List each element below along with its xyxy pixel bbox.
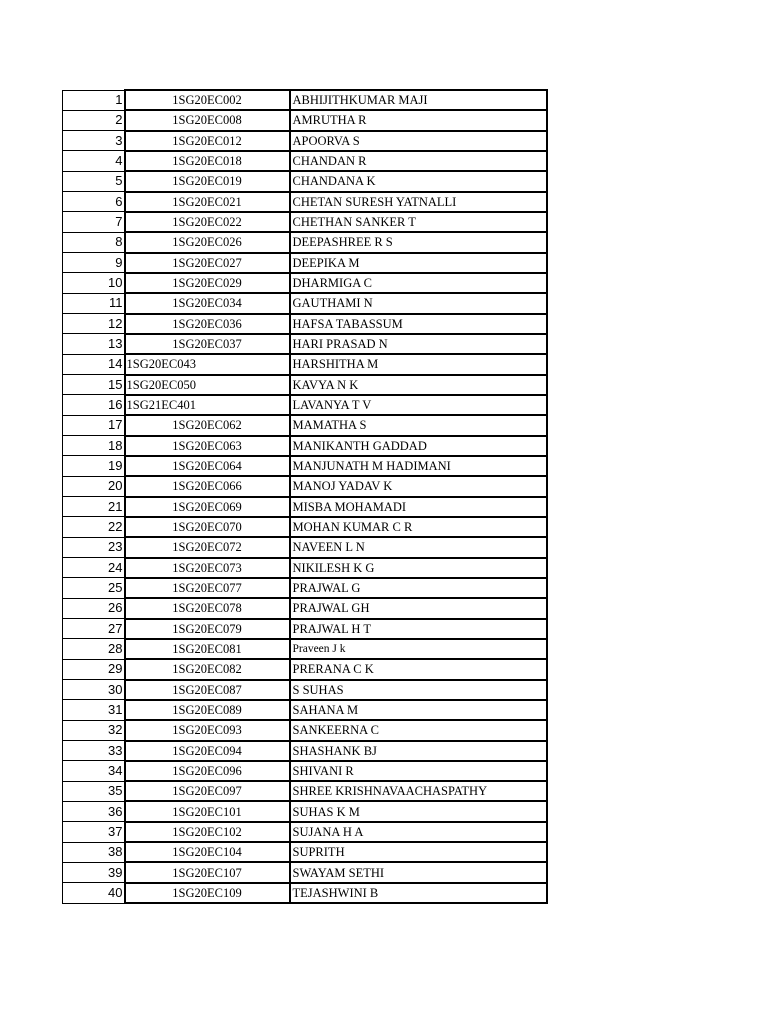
student-name-cell: CHANDANA K <box>290 171 547 191</box>
serial-number-cell: 4 <box>63 151 125 171</box>
student-name-cell: MANIKANTH GADDAD <box>290 436 547 456</box>
table-row <box>63 131 547 151</box>
table-row <box>63 761 547 781</box>
student-name-cell: SWAYAM SETHI <box>290 862 547 882</box>
table-row <box>63 354 547 374</box>
student-name-cell: MOHAN KUMAR C R <box>290 517 547 537</box>
table-row <box>63 741 547 761</box>
student-name-cell: KAVYA N K <box>290 375 547 395</box>
table-row <box>63 293 547 313</box>
table-row <box>63 558 547 578</box>
serial-number-cell: 11 <box>63 293 125 313</box>
table-row <box>63 497 547 517</box>
student-name-cell: SHREE KRISHNAVAACHASPATHY <box>290 781 547 801</box>
student-name-cell: SHASHANK BJ <box>290 741 547 761</box>
student-list-body <box>63 90 547 903</box>
serial-number-cell: 19 <box>63 456 125 476</box>
usn-cell: 1SG20EC072 <box>125 537 290 557</box>
serial-number-cell: 3 <box>63 131 125 151</box>
usn-cell: 1SG20EC062 <box>125 415 290 435</box>
table-row <box>63 375 547 395</box>
serial-number-cell: 38 <box>63 842 125 862</box>
serial-number-cell: 40 <box>63 883 125 903</box>
student-name-cell: SUJANA H A <box>290 822 547 842</box>
table-row <box>63 842 547 862</box>
table-row <box>63 436 547 456</box>
usn-cell: 1SG20EC079 <box>125 619 290 639</box>
table-row <box>63 598 547 618</box>
serial-number-cell: 17 <box>63 415 125 435</box>
serial-number-cell: 39 <box>63 862 125 882</box>
student-name-cell: MANOJ YADAV K <box>290 476 547 496</box>
student-name-cell: SAHANA M <box>290 700 547 720</box>
serial-number-cell: 9 <box>63 253 125 273</box>
student-name-cell: TEJASHWINI B <box>290 883 547 903</box>
usn-cell: 1SG20EC094 <box>125 741 290 761</box>
usn-cell: 1SG20EC073 <box>125 558 290 578</box>
student-name-cell: SUPRITH <box>290 842 547 862</box>
table-row <box>63 883 547 903</box>
table-row <box>63 639 547 659</box>
student-name-cell: DEEPASHREE R S <box>290 232 547 252</box>
serial-number-cell: 13 <box>63 334 125 354</box>
serial-number-cell: 31 <box>63 700 125 720</box>
table-row <box>63 232 547 252</box>
serial-number-cell: 25 <box>63 578 125 598</box>
student-name-cell: DEEPIKA M <box>290 253 547 273</box>
serial-number-cell: 23 <box>63 537 125 557</box>
table-row <box>63 700 547 720</box>
usn-cell: 1SG20EC093 <box>125 720 290 740</box>
usn-cell: 1SG20EC077 <box>125 578 290 598</box>
student-name-cell: SANKEERNA C <box>290 720 547 740</box>
usn-cell: 1SG20EC107 <box>125 862 290 882</box>
usn-cell: 1SG20EC081 <box>125 639 290 659</box>
serial-number-cell: 22 <box>63 517 125 537</box>
usn-cell: 1SG20EC087 <box>125 680 290 700</box>
serial-number-cell: 34 <box>63 761 125 781</box>
serial-number-cell: 32 <box>63 720 125 740</box>
serial-number-cell: 5 <box>63 171 125 191</box>
usn-cell: 1SG20EC021 <box>125 192 290 212</box>
student-name-cell: PRAJWAL H T <box>290 619 547 639</box>
usn-cell: 1SG20EC012 <box>125 131 290 151</box>
student-name-cell: Praveen J k <box>290 639 547 659</box>
serial-number-cell: 8 <box>63 232 125 252</box>
serial-number-cell: 12 <box>63 314 125 334</box>
usn-cell: 1SG20EC063 <box>125 436 290 456</box>
student-name-cell: CHANDAN R <box>290 151 547 171</box>
usn-cell: 1SG21EC401 <box>125 395 290 415</box>
student-name-cell: CHETAN SURESH YATNALLI <box>290 192 547 212</box>
serial-number-cell: 26 <box>63 598 125 618</box>
table-row <box>63 476 547 496</box>
table-row <box>63 680 547 700</box>
table-row <box>63 801 547 821</box>
student-name-cell: NAVEEN L N <box>290 537 547 557</box>
table-row <box>63 314 547 334</box>
usn-cell: 1SG20EC022 <box>125 212 290 232</box>
table-row <box>63 822 547 842</box>
usn-cell: 1SG20EC066 <box>125 476 290 496</box>
student-name-cell: APOORVA S <box>290 131 547 151</box>
serial-number-cell: 35 <box>63 781 125 801</box>
serial-number-cell: 37 <box>63 822 125 842</box>
table-row <box>63 273 547 293</box>
serial-number-cell: 14 <box>63 354 125 374</box>
student-name-cell: CHETHAN SANKER T <box>290 212 547 232</box>
student-name-cell: HAFSA TABASSUM <box>290 314 547 334</box>
table-row <box>63 253 547 273</box>
table-row <box>63 395 547 415</box>
student-name-cell: SUHAS K M <box>290 801 547 821</box>
usn-cell: 1SG20EC026 <box>125 232 290 252</box>
usn-cell: 1SG20EC064 <box>125 456 290 476</box>
serial-number-cell: 24 <box>63 558 125 578</box>
table-row <box>63 90 547 110</box>
serial-number-cell: 36 <box>63 801 125 821</box>
usn-cell: 1SG20EC082 <box>125 659 290 679</box>
serial-number-cell: 33 <box>63 741 125 761</box>
table-row <box>63 720 547 740</box>
student-name-cell: HARSHITHA M <box>290 354 547 374</box>
student-name-cell: S SUHAS <box>290 680 547 700</box>
table-row <box>63 781 547 801</box>
table-row <box>63 456 547 476</box>
table-row <box>63 578 547 598</box>
usn-cell: 1SG20EC019 <box>125 171 290 191</box>
usn-cell: 1SG20EC043 <box>125 354 290 374</box>
usn-cell: 1SG20EC069 <box>125 497 290 517</box>
serial-number-cell: 29 <box>63 659 125 679</box>
student-name-cell: SHIVANI R <box>290 761 547 781</box>
serial-number-cell: 18 <box>63 436 125 456</box>
usn-cell: 1SG20EC104 <box>125 842 290 862</box>
usn-cell: 1SG20EC018 <box>125 151 290 171</box>
table-row <box>63 110 547 130</box>
student-name-cell: AMRUTHA R <box>290 110 547 130</box>
table-row <box>63 517 547 537</box>
usn-cell: 1SG20EC034 <box>125 293 290 313</box>
usn-cell: 1SG20EC050 <box>125 375 290 395</box>
usn-cell: 1SG20EC078 <box>125 598 290 618</box>
student-list-table <box>62 89 548 904</box>
table-row <box>63 659 547 679</box>
usn-cell: 1SG20EC008 <box>125 110 290 130</box>
serial-number-cell: 16 <box>63 395 125 415</box>
usn-cell: 1SG20EC101 <box>125 801 290 821</box>
student-name-cell: ABHIJITHKUMAR MAJI <box>290 90 547 110</box>
student-name-cell: HARI PRASAD N <box>290 334 547 354</box>
serial-number-cell: 21 <box>63 497 125 517</box>
serial-number-cell: 20 <box>63 476 125 496</box>
student-name-cell: MANJUNATH M HADIMANI <box>290 456 547 476</box>
table-row <box>63 537 547 557</box>
table-row <box>63 862 547 882</box>
student-name-cell: PRAJWAL G <box>290 578 547 598</box>
serial-number-cell: 30 <box>63 680 125 700</box>
serial-number-cell: 6 <box>63 192 125 212</box>
table-row <box>63 171 547 191</box>
usn-cell: 1SG20EC096 <box>125 761 290 781</box>
serial-number-cell: 7 <box>63 212 125 232</box>
usn-cell: 1SG20EC089 <box>125 700 290 720</box>
usn-cell: 1SG20EC036 <box>125 314 290 334</box>
usn-cell: 1SG20EC097 <box>125 781 290 801</box>
table-row <box>63 619 547 639</box>
usn-cell: 1SG20EC109 <box>125 883 290 903</box>
student-name-cell: DHARMIGA C <box>290 273 547 293</box>
student-name-cell: NIKILESH K G <box>290 558 547 578</box>
table-row <box>63 151 547 171</box>
student-name-cell: MISBA MOHAMADI <box>290 497 547 517</box>
serial-number-cell: 2 <box>63 110 125 130</box>
usn-cell: 1SG20EC002 <box>125 90 290 110</box>
usn-cell: 1SG20EC070 <box>125 517 290 537</box>
student-name-cell: GAUTHAMI N <box>290 293 547 313</box>
table-row <box>63 192 547 212</box>
usn-cell: 1SG20EC027 <box>125 253 290 273</box>
serial-number-cell: 28 <box>63 639 125 659</box>
table-row <box>63 334 547 354</box>
student-name-cell: PRAJWAL GH <box>290 598 547 618</box>
serial-number-cell: 1 <box>63 90 125 110</box>
serial-number-cell: 10 <box>63 273 125 293</box>
serial-number-cell: 27 <box>63 619 125 639</box>
student-name-cell: LAVANYA T V <box>290 395 547 415</box>
serial-number-cell: 15 <box>63 375 125 395</box>
student-name-cell: MAMATHA S <box>290 415 547 435</box>
usn-cell: 1SG20EC102 <box>125 822 290 842</box>
usn-cell: 1SG20EC029 <box>125 273 290 293</box>
usn-cell: 1SG20EC037 <box>125 334 290 354</box>
student-name-cell: PRERANA C K <box>290 659 547 679</box>
table-row <box>63 415 547 435</box>
table-row <box>63 212 547 232</box>
